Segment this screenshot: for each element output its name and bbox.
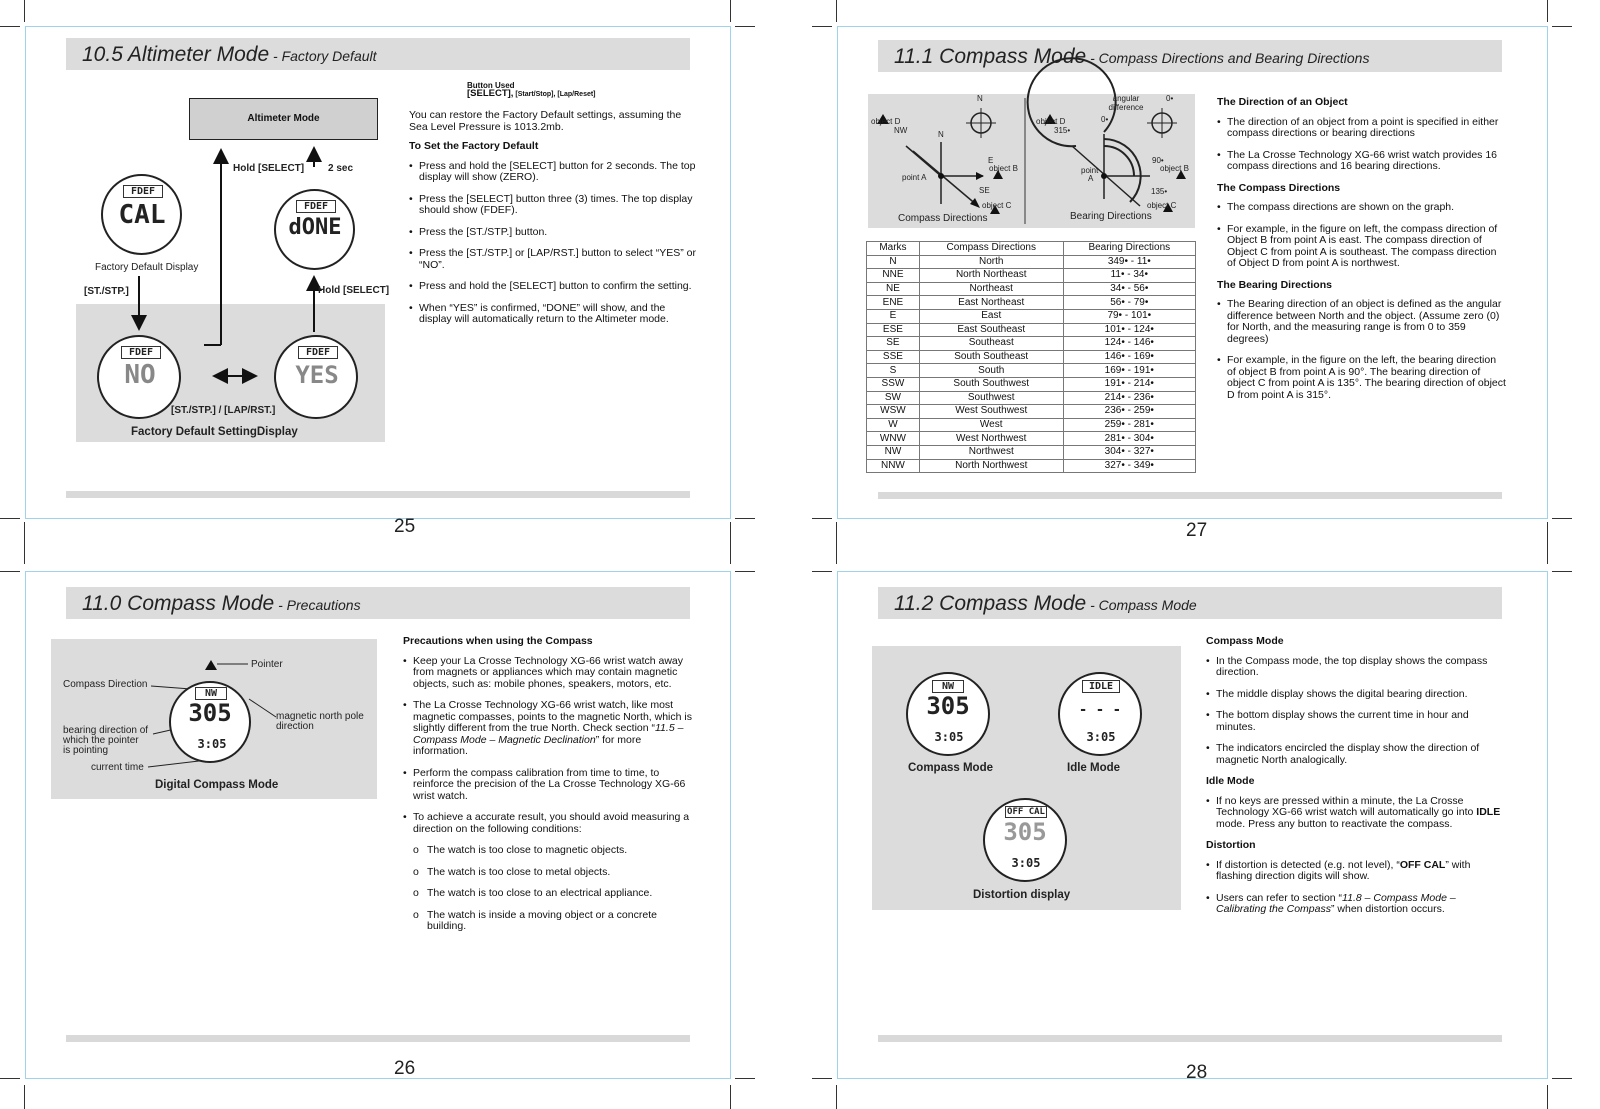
bearing-cell: 56• - 79• <box>1063 296 1195 310</box>
table-row <box>867 432 1196 446</box>
footer-bar <box>66 1035 690 1042</box>
mark-cell: WSW <box>867 405 920 419</box>
watch-mid-display: NO <box>124 360 156 390</box>
column-header: Compass Directions <box>919 242 1063 256</box>
mark-cell: NNE <box>867 269 920 283</box>
compass-cell: Southeast <box>919 337 1063 351</box>
compass-cell: South Southeast <box>919 350 1063 364</box>
steps-list <box>409 161 699 326</box>
n-label: N <box>977 94 983 103</box>
digital-compass-diagram <box>51 639 377 799</box>
button-used: Button Used [SELECT], [Start/Stop], [Lap/Reset] <box>467 81 596 99</box>
table-row <box>867 269 1196 283</box>
table-row <box>867 459 1196 473</box>
mark-cell: NE <box>867 282 920 296</box>
bearing-cell: 327• - 349• <box>1063 459 1195 473</box>
watch-done <box>274 189 355 270</box>
table-row <box>867 323 1196 337</box>
point-a-label: point A <box>902 173 927 182</box>
page-title: 11.1 Compass Mode - Compass Directions and Bearing Directions <box>894 45 1370 68</box>
direction-list <box>1217 117 1507 173</box>
pointer-label: Pointer <box>251 659 283 670</box>
section-heading: To Set the Factory Default <box>409 140 539 152</box>
table-row <box>867 350 1196 364</box>
compass-mode-watch <box>906 672 990 756</box>
list-item: • Users can refer to section “11.8 – Compass Mode – Calibrating the Compass” when distortion occurs. <box>1206 893 1506 916</box>
n-axis-label: N <box>938 130 944 139</box>
section-heading: Idle Mode <box>1206 775 1255 787</box>
list-item: • Press the [ST./STP.] button. <box>409 227 699 239</box>
section-heading: Precautions when using the Compass <box>403 635 593 647</box>
deg-135-label: 135• <box>1151 187 1168 196</box>
compass-figure <box>868 94 1195 228</box>
table-header-row <box>867 242 1196 256</box>
list-item: • Press and hold the [SELECT] button to confirm the setting. <box>409 281 699 293</box>
bearing-cell: 259• - 281• <box>1063 418 1195 432</box>
compass-mode-list <box>1206 656 1506 767</box>
factory-default-display-label: Factory Default Display <box>95 262 199 273</box>
hold-select-label: Hold [SELECT] <box>318 285 390 296</box>
compass-cell: North Northeast <box>919 269 1063 283</box>
p26-text <box>403 636 695 943</box>
bearing-cell: 11• - 34• <box>1063 269 1195 283</box>
table-row <box>867 405 1196 419</box>
bearing-cell: 169• - 191• <box>1063 364 1195 378</box>
section-heading: Compass Mode <box>1206 635 1284 647</box>
magnetic-north-label: magnetic north pole <box>276 711 364 722</box>
column-header: Marks <box>867 242 920 256</box>
bearing-label-line2: which the pointer <box>63 735 139 746</box>
distortion-watch <box>983 798 1067 882</box>
watch-top-display: FDEF <box>123 185 163 198</box>
p25-text <box>409 82 699 336</box>
digital-compass-caption: Digital Compass Mode <box>155 779 279 791</box>
watch-top-display: NW <box>932 680 964 693</box>
table-row <box>867 391 1196 405</box>
list-item: • The middle display shows the digital bearing direction. <box>1206 689 1506 701</box>
table-row <box>867 364 1196 378</box>
watch-time-display: 3:05 <box>1011 856 1041 870</box>
watch-time-display: 3:05 <box>197 737 227 751</box>
watch-top-display: FDEF <box>296 200 336 213</box>
list-item: • The compass directions are shown on the graph. <box>1217 202 1507 214</box>
bearing-label-line3: is pointing <box>63 745 109 756</box>
intro-text: You can restore the Factory Default settings, assuming the Sea Level Pressure is 1013.2mb. <box>409 109 682 133</box>
page-28 <box>837 571 1548 1079</box>
watch-yes <box>274 335 358 419</box>
mark-cell: SE <box>867 337 920 351</box>
page-number: 26 <box>394 1058 416 1079</box>
watch-top-display: OFF CAL <box>1005 806 1047 818</box>
watch-top-display: NW <box>195 687 227 700</box>
idle-list <box>1206 796 1506 831</box>
object-c-label-2: object C <box>1147 201 1177 210</box>
list-item: • The Bearing direction of an object is defined as the angular difference between North and the object. (Assume zero (0) for North, and the measuring range is from 0 to 359 degrees) <box>1217 299 1507 345</box>
compass-cell: Northeast <box>919 282 1063 296</box>
list-item: • In the Compass mode, the top display shows the compass direction. <box>1206 656 1506 679</box>
mark-cell: N <box>867 255 920 269</box>
idle-mode-caption: Idle Mode <box>1067 762 1121 774</box>
compass-cell: West <box>919 418 1063 432</box>
list-item: • For example, in the figure on left, the compass direction of Object B from point A is east. The compass direction of Object C from point A is southeast. The compass direction of Object D from point A is northwest. <box>1217 224 1507 270</box>
idle-mode-watch <box>1058 672 1142 756</box>
compass-list <box>1217 202 1507 270</box>
angular-difference-label: angular difference <box>1108 94 1144 112</box>
section-heading: Distortion <box>1206 839 1256 851</box>
list-item: • If distortion is detected (e.g. not level), “OFF CAL” with flashing direction digits will show. <box>1206 860 1506 883</box>
mark-cell: NW <box>867 445 920 459</box>
list-item: • If no keys are pressed within a minute, the La Crosse Technology XG-66 wrist watch will automatically go into IDLE mode. Press any button to reactivate the compass. <box>1206 796 1506 831</box>
nw-label: NW <box>894 126 908 135</box>
list-item: • When “YES” is confirmed, “DONE” will show, and the display will automatically return to the Altimeter mode. <box>409 303 699 326</box>
bearing-cell: 124• - 146• <box>1063 337 1195 351</box>
section-heading: The Compass Directions <box>1217 181 1341 194</box>
section-heading: The Direction of an Object <box>1217 96 1348 108</box>
list-item: • The direction of an object from a point is specified in either compass directions or bearing directions <box>1217 117 1507 140</box>
list-item: • Perform the compass calibration from time to time, to reinforce the precision of the La Crosse Technology XG-66 wrist watch. <box>403 768 695 803</box>
mark-cell: SSE <box>867 350 920 364</box>
mark-cell: SW <box>867 391 920 405</box>
p27-text <box>1217 97 1507 411</box>
watch-time-display: 3:05 <box>1086 730 1116 744</box>
bearing-cell: 34• - 56• <box>1063 282 1195 296</box>
distortion-list <box>1206 860 1506 916</box>
watch-mid-display: 305 <box>1003 818 1047 846</box>
bearing-label-line1: bearing direction of <box>63 725 149 736</box>
deg-315-label: 315• <box>1054 126 1071 135</box>
condition-item: o The watch is too close to an electrical appliance. <box>403 888 695 900</box>
bearing-cell: 349• - 11• <box>1063 255 1195 269</box>
bearing-cell: 214• - 236• <box>1063 391 1195 405</box>
page-number: 25 <box>394 516 416 537</box>
compass-watch <box>169 681 251 763</box>
compass-mode-caption: Compass Mode <box>908 762 993 774</box>
zero-degree-label: 0• <box>1166 94 1174 103</box>
watch-mid-display: 305 <box>188 699 232 727</box>
setting-display-caption: Factory Default SettingDisplay <box>131 426 298 438</box>
condition-item: o The watch is too close to metal objects. <box>403 867 695 879</box>
watch-mid-display: - - - <box>1078 702 1122 718</box>
watch-mid-display: YES <box>295 361 339 389</box>
compass-cell: East <box>919 309 1063 323</box>
list-item: • Keep your La Crosse Technology XG-66 wrist watch away from magnets or appliances which may contain magnetic objects, such as: mobile phones, speakers, motors, etc. <box>403 656 695 691</box>
page-title: 11.0 Compass Mode - Precautions <box>82 592 361 615</box>
table-row <box>867 296 1196 310</box>
compass-directions-caption: Compass Directions <box>898 213 988 224</box>
mark-cell: NNW <box>867 459 920 473</box>
zero-degree-label-2: 0• <box>1101 115 1109 124</box>
compass-cell: Southwest <box>919 391 1063 405</box>
st-stp-label: [ST./STP.] <box>84 286 129 297</box>
point-label: point <box>1081 166 1099 175</box>
compass-cell: North <box>919 255 1063 269</box>
bearing-list <box>1217 299 1507 401</box>
compass-cell: South Southwest <box>919 377 1063 391</box>
footer-bar <box>878 492 1502 499</box>
condition-item: o The watch is too close to magnetic objects. <box>403 845 695 857</box>
page-title: 10.5 Altimeter Mode - Factory Default <box>82 43 377 66</box>
a-label: A <box>1088 174 1094 183</box>
mark-cell: WNW <box>867 432 920 446</box>
list-item: • The indicators encircled the display show the direction of magnetic North analogically. <box>1206 743 1506 766</box>
table-row <box>867 445 1196 459</box>
watch-cal <box>101 174 182 255</box>
condition-item: o The watch is inside a moving object or a concrete building. <box>403 910 695 933</box>
bearing-cell: 236• - 259• <box>1063 405 1195 419</box>
mark-cell: ENE <box>867 296 920 310</box>
watch-time-display: 3:05 <box>934 730 964 744</box>
bearing-cell: 191• - 214• <box>1063 377 1195 391</box>
compass-direction-label: Compass Direction <box>63 679 148 690</box>
compass-cell: Northwest <box>919 445 1063 459</box>
two-sec-label: 2 sec <box>328 163 354 174</box>
hold-select-2sec-label: Hold [SELECT] <box>233 163 305 174</box>
mark-cell: ESE <box>867 323 920 337</box>
watch-top-display: FDEF <box>298 346 338 359</box>
altimeter-mode-box: Altimeter Mode <box>189 98 378 140</box>
compass-cell: West Northwest <box>919 432 1063 446</box>
page-header <box>66 587 690 619</box>
table-row <box>867 255 1196 269</box>
compass-cell: West Southwest <box>919 405 1063 419</box>
watch-mid-display: CAL <box>118 200 166 230</box>
directions-table <box>866 241 1196 473</box>
page-26 <box>25 571 731 1079</box>
se-label: SE <box>979 186 990 195</box>
table-row <box>867 337 1196 351</box>
object-b-label: object B <box>989 164 1018 173</box>
bearing-cell: 79• - 101• <box>1063 309 1195 323</box>
mark-cell: S <box>867 364 920 378</box>
watch-no <box>97 335 181 419</box>
list-item: • Press and hold the [SELECT] button for 2 seconds. The top display will show (ZERO). <box>409 161 699 184</box>
deg-90-label: 90• <box>1152 156 1164 165</box>
page-title: 11.2 Compass Mode - Compass Mode <box>894 592 1197 615</box>
list-item: • The La Crosse Technology XG-66 wrist watch provides 16 compass directions and 16 bearing directions. <box>1217 150 1507 173</box>
compass-cell: North Northwest <box>919 459 1063 473</box>
column-header: Bearing Directions <box>1063 242 1195 256</box>
page-number: 27 <box>1186 520 1208 541</box>
mark-cell: E <box>867 309 920 323</box>
table-row <box>867 282 1196 296</box>
distortion-caption: Distortion display <box>973 889 1071 901</box>
list-item: • To achieve a accurate result, you should avoid measuring a direction on the following conditions: <box>403 812 695 835</box>
list-item: • Press the [ST./STP.] or [LAP/RST.] button to select “YES” or “NO”. <box>409 248 699 271</box>
page-27 <box>837 26 1548 519</box>
table-row <box>867 309 1196 323</box>
bearing-directions-caption: Bearing Directions <box>1070 211 1152 222</box>
compass-mode-diagram <box>872 646 1181 910</box>
footer-bar <box>66 491 690 498</box>
mark-cell: W <box>867 418 920 432</box>
table-row <box>867 418 1196 432</box>
bearing-cell: 101• - 124• <box>1063 323 1195 337</box>
compass-cell: East Southeast <box>919 323 1063 337</box>
st-lap-label: [ST./STP.] / [LAP/RST.] <box>171 405 276 416</box>
footer-bar <box>878 1035 1502 1042</box>
bearing-cell: 304• - 327• <box>1063 445 1195 459</box>
compass-cell: South <box>919 364 1063 378</box>
mark-cell: SSW <box>867 377 920 391</box>
e-label: E <box>988 156 994 165</box>
watch-top-display: IDLE <box>1082 680 1120 693</box>
list-item: • For example, in the figure on the left, the bearing direction of object B from point A is 90°. The bearing direction of object C from point A is 135°. The bearing direction of object D from point A is 315°. <box>1217 355 1507 401</box>
section-heading: The Bearing Directions <box>1217 278 1332 291</box>
object-d-label-2: object D <box>1036 117 1066 126</box>
page-number: 28 <box>1186 1062 1208 1083</box>
magnetic-direction-label: direction <box>276 721 314 732</box>
p28-text <box>1206 636 1506 926</box>
table-row <box>867 377 1196 391</box>
list-item: • The bottom display shows the current time in hour and minutes. <box>1206 710 1506 733</box>
page-header <box>878 587 1502 619</box>
compass-cell: East Northeast <box>919 296 1063 310</box>
precautions-list <box>403 656 695 933</box>
page-header <box>878 40 1502 72</box>
bearing-cell: 281• - 304• <box>1063 432 1195 446</box>
list-item: • Press the [SELECT] button three (3) times. The top display should show (FDEF). <box>409 194 699 217</box>
object-b-label-2: object B <box>1160 164 1189 173</box>
watch-mid-display: 305 <box>926 692 970 720</box>
compass-bearing-diagram <box>868 94 1195 228</box>
object-d-label: object D <box>871 117 901 126</box>
list-item: • The La Crosse Technology XG-66 wrist watch, like most magnetic compasses, points to the magnetic North, which is slightly different from the true North. Check section “11.5 – Compass Mode – Magnetic Declination” for more information. <box>403 700 695 758</box>
page-25 <box>25 26 731 519</box>
object-c-label: object C <box>982 201 1012 210</box>
watch-mid-display: dONE <box>288 215 342 240</box>
bearing-cell: 146• - 169• <box>1063 350 1195 364</box>
watch-top-display: FDEF <box>121 346 161 359</box>
current-time-label: current time <box>91 762 144 773</box>
